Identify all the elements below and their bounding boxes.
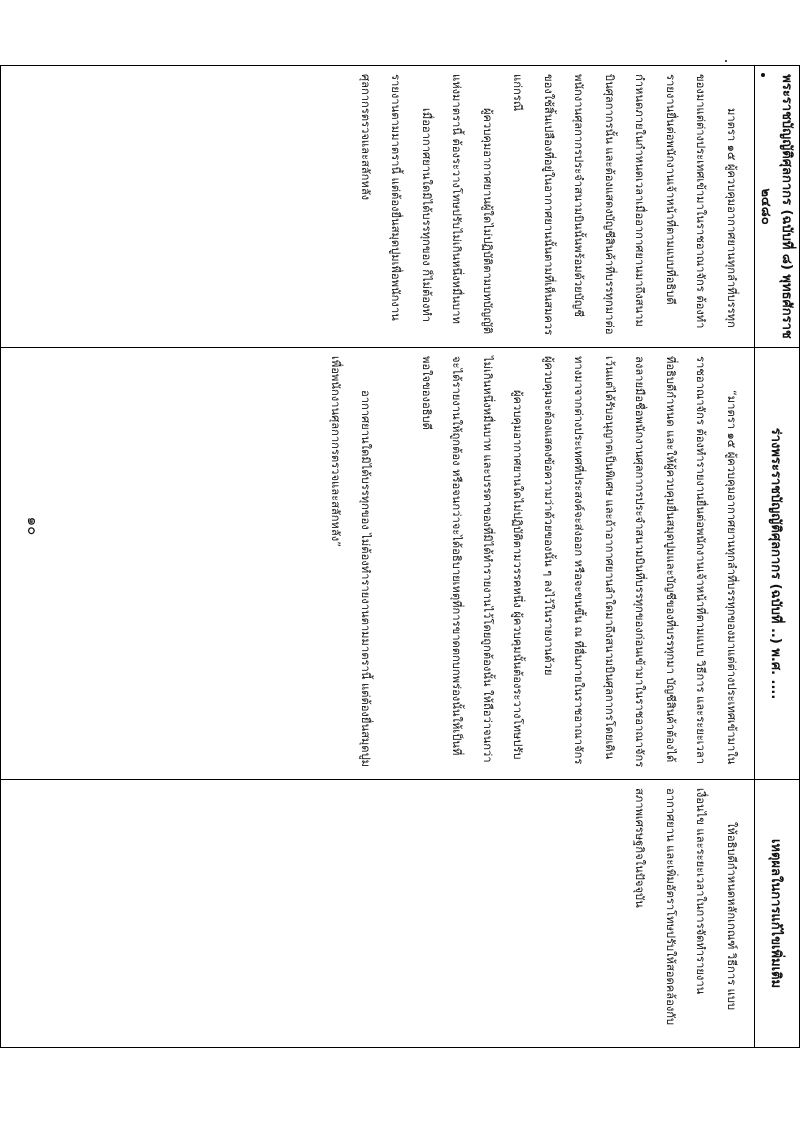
table-body-row bbox=[1, 66, 755, 1048]
draft-para-2: ผู้ควบคุมอากาศยานใดไม่ปฏิบัติตามวรรคหนึ่ง ผู้ควบคุมนั้นต้องระวางโทษปรับไม่เกินหนึ่งหมื่นบาท และบรรดาของที่มิได้ทำรายงานไว้โดยถูกต้องนั้น ให้ถือว่าจนกว่าจะได้รายงานให้ถูกต้อง หรือจนกว่าจะได้อธิบายเหตุที่การขาดตกบกพร่องนั้นให้เป็นที่พอใจของอธิบดี bbox=[420, 356, 525, 763]
reason-text: ให้อธิบดีกำหนดหลักเกณฑ์ วิธีการ แบบ เงื่อนไข และระยะเวลาในการจัดทำรายงานอากาศยาน และเพิ่มอัตราโทษปรับให้สอดคล้องกับสภาพเศรษฐกิจในปัจจุบัน bbox=[633, 788, 738, 1026]
draft-para-1: “มาตรา ๑๕ ผู้ควบคุมอากาศยานทุกลำที่บรรทุกของมาแต่ต่างประเทศเข้ามาในราชอาณาจักร ต้องทำรายงานยื่นต่อพนักงานเจ้าหน้าที่ตามแบบ วิธีการ และระยะเวลาที่อธิบดีกำหนด และให้ผู้ควบคุมยื่นสมุดปูมและบัญชีของที่บรรทุกมา บัญชีสินค้าต้องได้ลงลายมือชื่อพนักงานศุลกากรประจำสนามบินที่บรรทุกของก่อนเข้ามาในราชอาณาจักร เว้นแต่ได้รับอนุญาตเป็นพิเศษ และถ้าอากาศยานลำใดมาถึงสนามบินศุลกากรโดยเดินทางมาจากต่างประเทศที่ประสงค์จะส่งออก หรือจะขนขึ้น ณ ที่อื่นภายในราชอาณาจักร ผู้ควบคุมจะต้องแสดงข้อความว่าด้วยของนั้น ๆ ลงไว้ในรายงานด้วย bbox=[542, 356, 738, 768]
original-para-3: เมื่ออากาศยานใดมิได้บรรทุกของ ก็ไม่ต้องทำรายงานตามมาตรานี้ แต่ต้องยื่นสมุดปูมเพื่อพนักงานศุลกากรตรวจและสลักหลัง bbox=[359, 74, 433, 323]
header-reason: เหตุผลในการแก้ไขเพิ่มเติม bbox=[755, 780, 800, 1048]
page-number: ๑๐ bbox=[24, 516, 42, 536]
original-para-1: มาตรา ๑๕ ผู้ควบคุมอากาศยานทุกลำที่บรรทุกของมาแต่ต่างประเทศเข้ามาในราชอาณาจักร ต้องทำรายงานยื่นต่อพนักงานเจ้าหน้าที่ตามแบบที่อธิบดีกำหนดภายในกำหนดเวลาเมื่ออากาศยานมาถึงสนามบินศุลกากรนั้น และต้องแสดงบัญชีสินค้าที่บรรทุกมาต่อพนักงานศุลกากรประจำสนามบินนั้นพร้อมด้วยบัญชีของใช้สิ้นเปลืองที่อยู่ในอากาศยานนั้นตามที่เห็นสมควรแก่กรณี bbox=[511, 74, 738, 336]
cell-reason bbox=[1, 780, 755, 1048]
header-original-act: พระราชบัญญัติศุลกากร (ฉบับที่ ๘) พุทธศักราช ๒๔๘๐ bbox=[755, 66, 800, 348]
paragraph-gap bbox=[381, 356, 411, 771]
draft-para-3: อากาศยานใดมิได้บรรทุกของ ไม่ต้องทำรายงานตามมาตรานี้ แต่ต้องยื่นสมุดปูมเพื่อพนักงานศุลกากรตรวจและสลักหลัง” bbox=[329, 356, 373, 768]
comparison-table bbox=[0, 65, 800, 1048]
header-draft-act: ร่างพระราชบัญญัติศุลกากร (ฉบับที่ ..) พ.ศ. .... bbox=[755, 348, 800, 780]
speck-mark bbox=[725, 60, 727, 62]
cell-original-act bbox=[1, 66, 755, 348]
cell-draft-act bbox=[1, 348, 755, 780]
table-header-row bbox=[755, 66, 800, 1048]
rotated-table-container bbox=[0, 65, 800, 1047]
original-para-2: ผู้ควบคุมอากาศยานผู้ใดไม่ปฏิบัติตามบทบัญญัติแห่งมาตรานี้ ต้องระวางโทษปรับไม่เกินหนึ่งหมื่นบาท bbox=[450, 74, 494, 335]
